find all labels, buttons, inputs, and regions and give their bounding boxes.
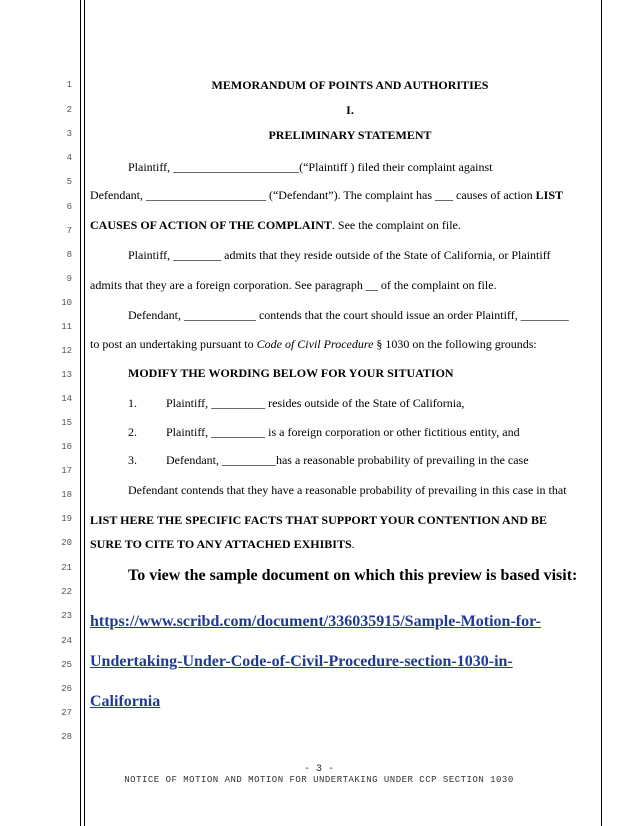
preview-notice: To view the sample document on which this preview is based visit: [128,567,578,584]
line-number: 23 [61,611,72,621]
section-number: I. [346,103,354,117]
ground-number: 1. [128,396,137,410]
line-number: 3 [66,129,72,139]
left-margin-rule-inner [84,0,85,826]
preview-link[interactable]: Undertaking-Under-Code-of-Civil-Procedure-section-1030-in- [90,653,513,670]
line-number: 7 [66,226,72,236]
paragraph-text: to post an undertaking pursuant to [90,337,257,351]
line-number: 4 [66,153,72,163]
ground-item [90,425,610,439]
paragraph-text: . See the complaint on file. [331,218,461,232]
paragraph-line [90,337,610,351]
paragraph-text: . [351,537,355,551]
paragraph-line: Defendant, ____________ contends that the court should issue an order Plaintiff, ________ [128,308,569,322]
line-number: 26 [61,684,72,694]
line-number: 27 [61,708,72,718]
ground-text: Defendant, _________has a reasonable probability of prevailing in the case [166,453,529,467]
line-number: 12 [61,346,72,356]
line-number: 5 [66,177,72,187]
paragraph-line [90,537,610,551]
paragraph-line: admits that they are a foreign corporation. See paragraph __ of the complaint on file. [90,278,497,292]
emphasis-line: LIST HERE THE SPECIFIC FACTS THAT SUPPORT YOUR CONTENTION AND BE [90,513,548,527]
paragraph-text: Defendant, ____________________ (“Defendant”). The complaint has ___ causes of action [90,188,536,202]
page-number: - 3 - [303,764,334,775]
line-number: 28 [61,732,72,742]
paragraph-line [90,188,610,202]
ground-text: Plaintiff, _________ is a foreign corporation or other fictitious entity, and [166,425,520,439]
line-number: 13 [61,370,72,380]
instruction-text: MODIFY THE WORDING BELOW FOR YOUR SITUATION [128,366,454,380]
ground-number: 2. [128,425,137,439]
memorandum-title: MEMORANDUM OF POINTS AND AUTHORITIES [211,78,489,92]
line-number: 1 [66,80,72,90]
line-number: 16 [61,442,72,452]
paragraph-text: § 1030 on the following grounds: [373,337,537,351]
line-number: 17 [61,466,72,476]
footer-title: NOTICE OF MOTION AND MOTION FOR UNDERTAKING UNDER CCP SECTION 1030 [124,775,514,785]
line-number: 11 [61,322,72,332]
ground-item [90,396,610,410]
line-number: 6 [66,202,72,212]
paragraph-line [90,218,610,232]
line-number: 20 [61,538,72,548]
paragraph-line: Defendant contends that they have a reasonable probability of prevailing in this case in that [128,483,567,497]
emphasis-text: LIST [535,188,564,202]
preview-link[interactable]: California [90,693,161,710]
preview-link[interactable]: https://www.scribd.com/document/336035915/Sample-Motion-for- [90,613,541,630]
line-number: 24 [61,636,72,646]
emphasis-text: SURE TO CITE TO ANY ATTACHED EXHIBITS [90,537,352,551]
line-number: 25 [61,660,72,670]
ground-item [90,453,610,467]
emphasis-text: CAUSES OF ACTION OF THE COMPLAINT [90,218,332,232]
line-number: 9 [66,274,72,284]
line-number: 2 [66,105,72,115]
paragraph-line: Plaintiff, ________ admits that they reside outside of the State of California, or Plaintiff [128,248,551,262]
ground-number: 3. [128,453,137,467]
line-number: 15 [61,418,72,428]
line-number: 19 [61,514,72,524]
paragraph-line: Plaintiff, _____________________(“Plaintiff ) filed their complaint against [128,160,493,174]
line-number: 21 [61,563,72,573]
line-number: 8 [66,250,72,260]
ground-text: Plaintiff, _________ resides outside of the State of California, [166,396,465,410]
line-number: 14 [61,394,72,404]
left-margin-rule [80,0,81,826]
line-number: 18 [61,490,72,500]
line-number: 10 [61,298,72,308]
citation-text: Code of Civil Procedure [256,337,374,351]
section-subtitle: PRELIMINARY STATEMENT [268,128,432,142]
line-number: 22 [61,587,72,597]
